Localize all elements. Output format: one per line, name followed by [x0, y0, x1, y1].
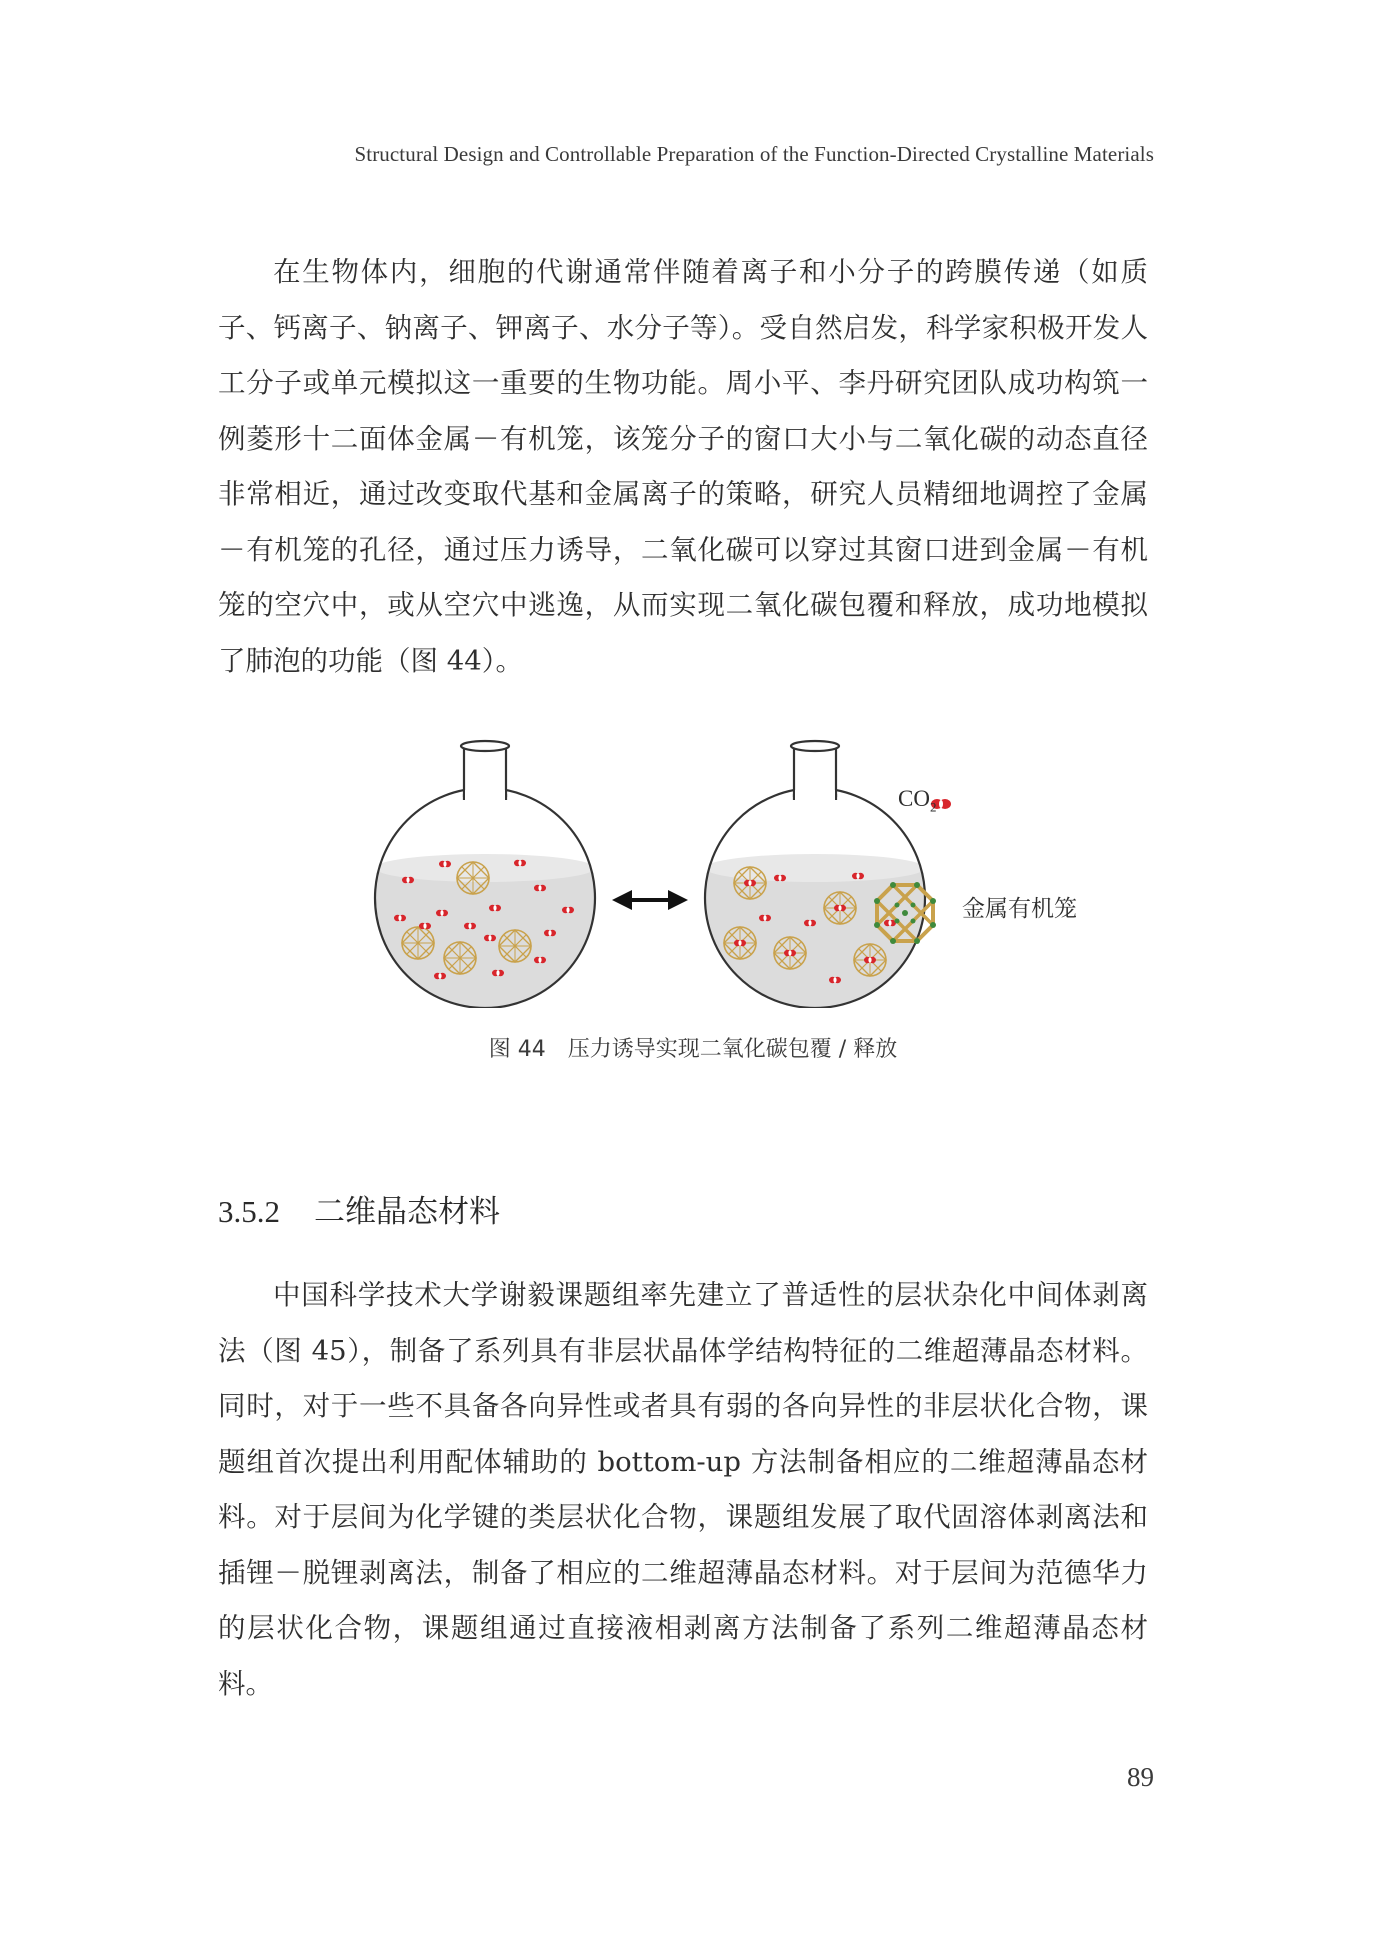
section-number: 3.5.2 [218, 1194, 280, 1229]
section-heading [218, 1186, 500, 1231]
page-number: 89 [1127, 1762, 1154, 1792]
section-title: 二维晶态材料 [314, 1194, 500, 1230]
legend-co2-label: $CO_2$ [898, 786, 937, 815]
caption-text: 压力诱导实现二氧化碳包覆 / 释放 [567, 1037, 898, 1062]
right-flask [700, 741, 940, 1008]
legend-cage-label: 金属有机笼 [962, 896, 1077, 922]
flask-illustration [310, 728, 1110, 1008]
figure-44 [310, 728, 1110, 1008]
running-header: Structural Design and Controllable Preparation of the Function-Directed Crystalline Materials [354, 142, 1154, 166]
paragraph-alveoli-mimic: 在生物体内，细胞的代谢通常伴随着离子和小分子的跨膜传递（如质子、钙离子、钠离子、钾离子、水分子等）。受自然启发，科学家积极开发人工分子或单元模拟这一重要的生物功能。周小平、李丹研究团队成功构筑一例菱形十二面体金属－有机笼，该笼分子的窗口大小与二氧化碳的动态直径非常相近，通过改变取代基和金属离子的策略，研究人员精细地调控了金属－有机笼的孔径，通过压力诱导，二氧化碳可以穿过其窗口进到金属－有机笼的空穴中，或从空穴中逃逸，从而实现二氧化碳包覆和释放，成功地模拟了肺泡的功能（图 44）。 [218, 256, 1148, 677]
caption-number: 图 44 [488, 1037, 546, 1062]
paragraph-2d-materials: 中国科学技术大学谢毅课题组率先建立了普适性的层状杂化中间体剥离法（图 45），制备了系列具有非层状晶体学结构特征的二维超薄晶态材料。同时，对于一些不具备各向异性或者具有弱的各向异性的非层状化合物，课题组首次提出利用配体辅助的 bottom-up 方法制备相应的二维超薄晶态材料。对于层间为化学键的类层状化合物，课题组发展了取代固溶体剥离法和插锂－脱锂剥离法，制备了相应的二维超薄晶态材料。对于层间为范德华力的层状化合物，课题组通过直接液相剥离方法制备了系列二维超薄晶态材料。 [218, 1279, 1148, 1700]
double-arrow-icon [612, 890, 688, 910]
left-flask [370, 741, 610, 1008]
figure-caption [0, 1032, 1386, 1063]
